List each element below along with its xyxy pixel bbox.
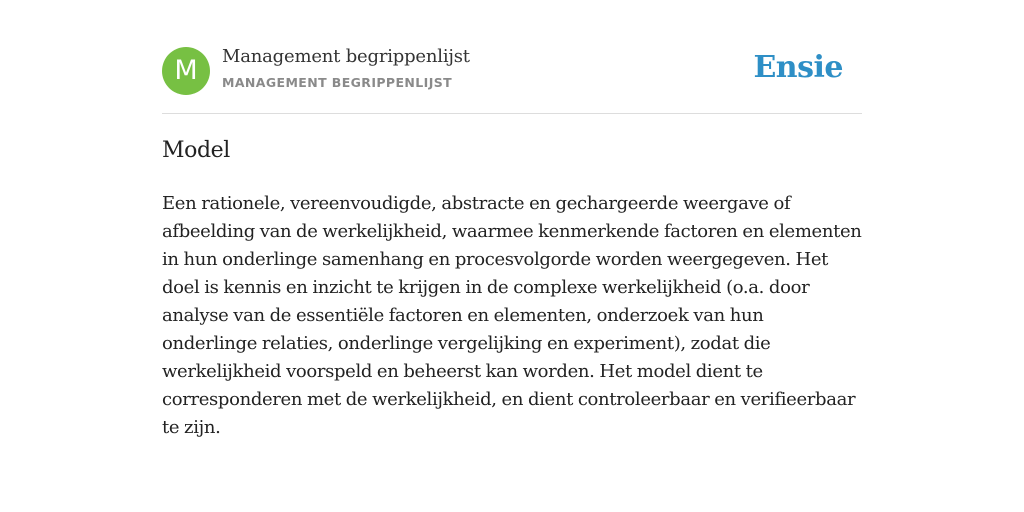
brand-logo[interactable]: Ensie: [753, 50, 843, 85]
term-title: Model: [162, 138, 230, 163]
term-definition: Een rationele, vereenvoudigde, abstracte en gechargeerde weergave of afbeelding van de werkelijkheid, waarmee kenmerkende factoren en elementen in hun onderlinge samenhang en procesvolgorde worden weergegeven. Het doel is kennis en inzicht te krijgen in de complexe werkelijkheid (o.a. door analyse van de essentiële factoren en elementen, onderzoek van hun onderlinge relaties, onderlinge vergelijking en experiment), zodat die werkelijkheid voorspeld en beheerst kan worden. Het model dient te corresponderen met de werkelijkheid, en dient controleerbaar en verifieerbaar te zijn.: [162, 193, 862, 438]
avatar[interactable]: M: [162, 47, 210, 95]
glossary-title[interactable]: Management begrippenlijst: [222, 46, 470, 67]
divider: [162, 113, 862, 114]
header: [162, 46, 862, 96]
glossary-subtitle: MANAGEMENT BEGRIPPENLIJST: [222, 75, 453, 90]
